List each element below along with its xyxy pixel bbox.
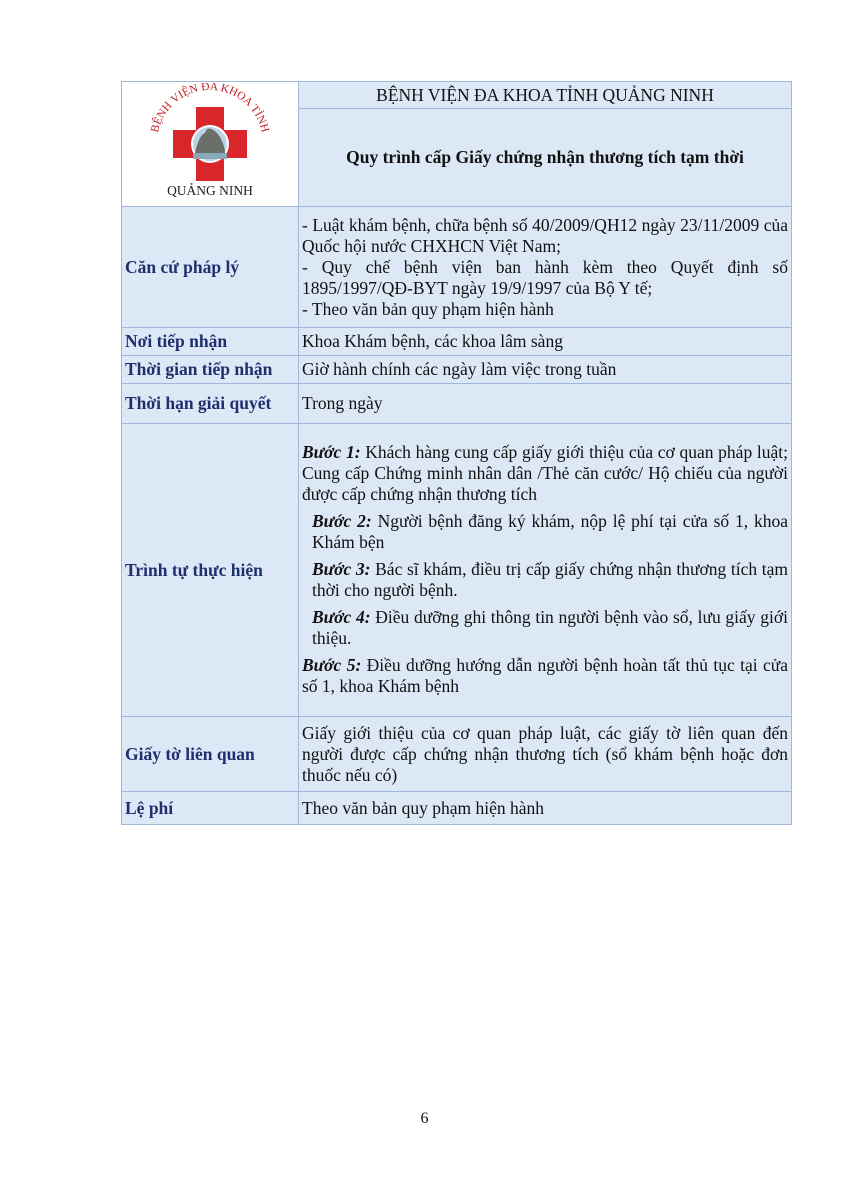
legal-basis-line: - Luật khám bệnh, chữa bệnh số 40/2009/QH12 ngày 23/11/2009 của Quốc hội nước CHXHCN Việt Nam; — [302, 214, 788, 256]
step-text: Người bệnh đăng ký khám, nộp lệ phí tại cửa số 1, khoa Khám bện — [312, 511, 788, 552]
hospital-logo-cell — [122, 82, 299, 207]
table-row — [122, 384, 792, 424]
step-text: Điều dưỡng hướng dẫn người bệnh hoàn tất thủ tục tại cửa số 1, khoa Khám bệnh — [302, 655, 788, 696]
legal-basis-line: - Theo văn bản quy phạm hiện hành — [302, 298, 554, 319]
step-item — [302, 559, 788, 601]
step-item — [302, 442, 788, 505]
logo-arc-text: BỆNH VIỆN ĐA KHOA TỈNH — [149, 82, 271, 134]
procedure-title: Quy trình cấp Giấy chứng nhận thương tích tạm thời — [299, 109, 792, 207]
reception-place-label: Nơi tiếp nhận — [122, 328, 299, 356]
step-text: Điều dưỡng ghi thông tin người bệnh vào sổ, lưu giấy giới thiệu. — [312, 607, 788, 648]
page-number: 6 — [420, 1110, 429, 1127]
steps-label: Trình tự thực hiện — [122, 424, 299, 717]
table-row — [122, 424, 792, 717]
hospital-logo — [135, 83, 285, 201]
step-item — [302, 511, 788, 553]
step-name: Bước 5: — [302, 655, 362, 675]
logo-bottom-text: QUẢNG NINH — [167, 182, 253, 198]
table-row — [122, 356, 792, 384]
legal-basis-label: Căn cứ pháp lý — [122, 207, 299, 328]
step-name: Bước 4: — [312, 607, 371, 627]
steps-value — [299, 424, 792, 717]
table-row — [122, 207, 792, 328]
deadline-label: Thời hạn giải quyết — [122, 384, 299, 424]
hospital-name: BỆNH VIỆN ĐA KHOA TỈNH QUẢNG NINH — [299, 82, 792, 109]
fee-value: Theo văn bản quy phạm hiện hành — [299, 792, 792, 825]
documents-value: Giấy giới thiệu của cơ quan pháp luật, các giấy tờ liên quan đến người được cấp chứng nhận thương tích (sổ khám bệnh hoặc đơn thuốc nếu có) — [299, 717, 792, 792]
step-name: Bước 1: — [302, 442, 361, 462]
step-item — [302, 607, 788, 649]
table-row — [122, 328, 792, 356]
step-name: Bước 3: — [312, 559, 371, 579]
step-text: Khách hàng cung cấp giấy giới thiệu của cơ quan pháp luật; Cung cấp Chứng minh nhân dân /Thẻ căn cước/ Hộ chiếu của người được cấp chứng nhận thương tích — [302, 442, 788, 504]
legal-basis-value — [299, 207, 792, 328]
step-item — [302, 655, 788, 697]
legal-basis-line: - Quy chế bệnh viện ban hành kèm theo Quyết định số 1895/1997/QĐ-BYT ngày 19/9/1997 của Bộ Y tế; — [302, 256, 788, 298]
deadline-value: Trong ngày — [299, 384, 792, 424]
table-row — [122, 717, 792, 792]
procedure-table — [121, 81, 792, 825]
step-name: Bước 2: — [312, 511, 372, 531]
step-text: Bác sĩ khám, điều trị cấp giấy chứng nhận thương tích tạm thời cho người bệnh. — [312, 559, 788, 600]
table-row — [122, 792, 792, 825]
reception-time-label: Thời gian tiếp nhận — [122, 356, 299, 384]
documents-label: Giấy tờ liên quan — [122, 717, 299, 792]
reception-time-value: Giờ hành chính các ngày làm việc trong tuần — [299, 356, 792, 384]
reception-place-value: Khoa Khám bệnh, các khoa lâm sàng — [299, 328, 792, 356]
fee-label: Lệ phí — [122, 792, 299, 825]
